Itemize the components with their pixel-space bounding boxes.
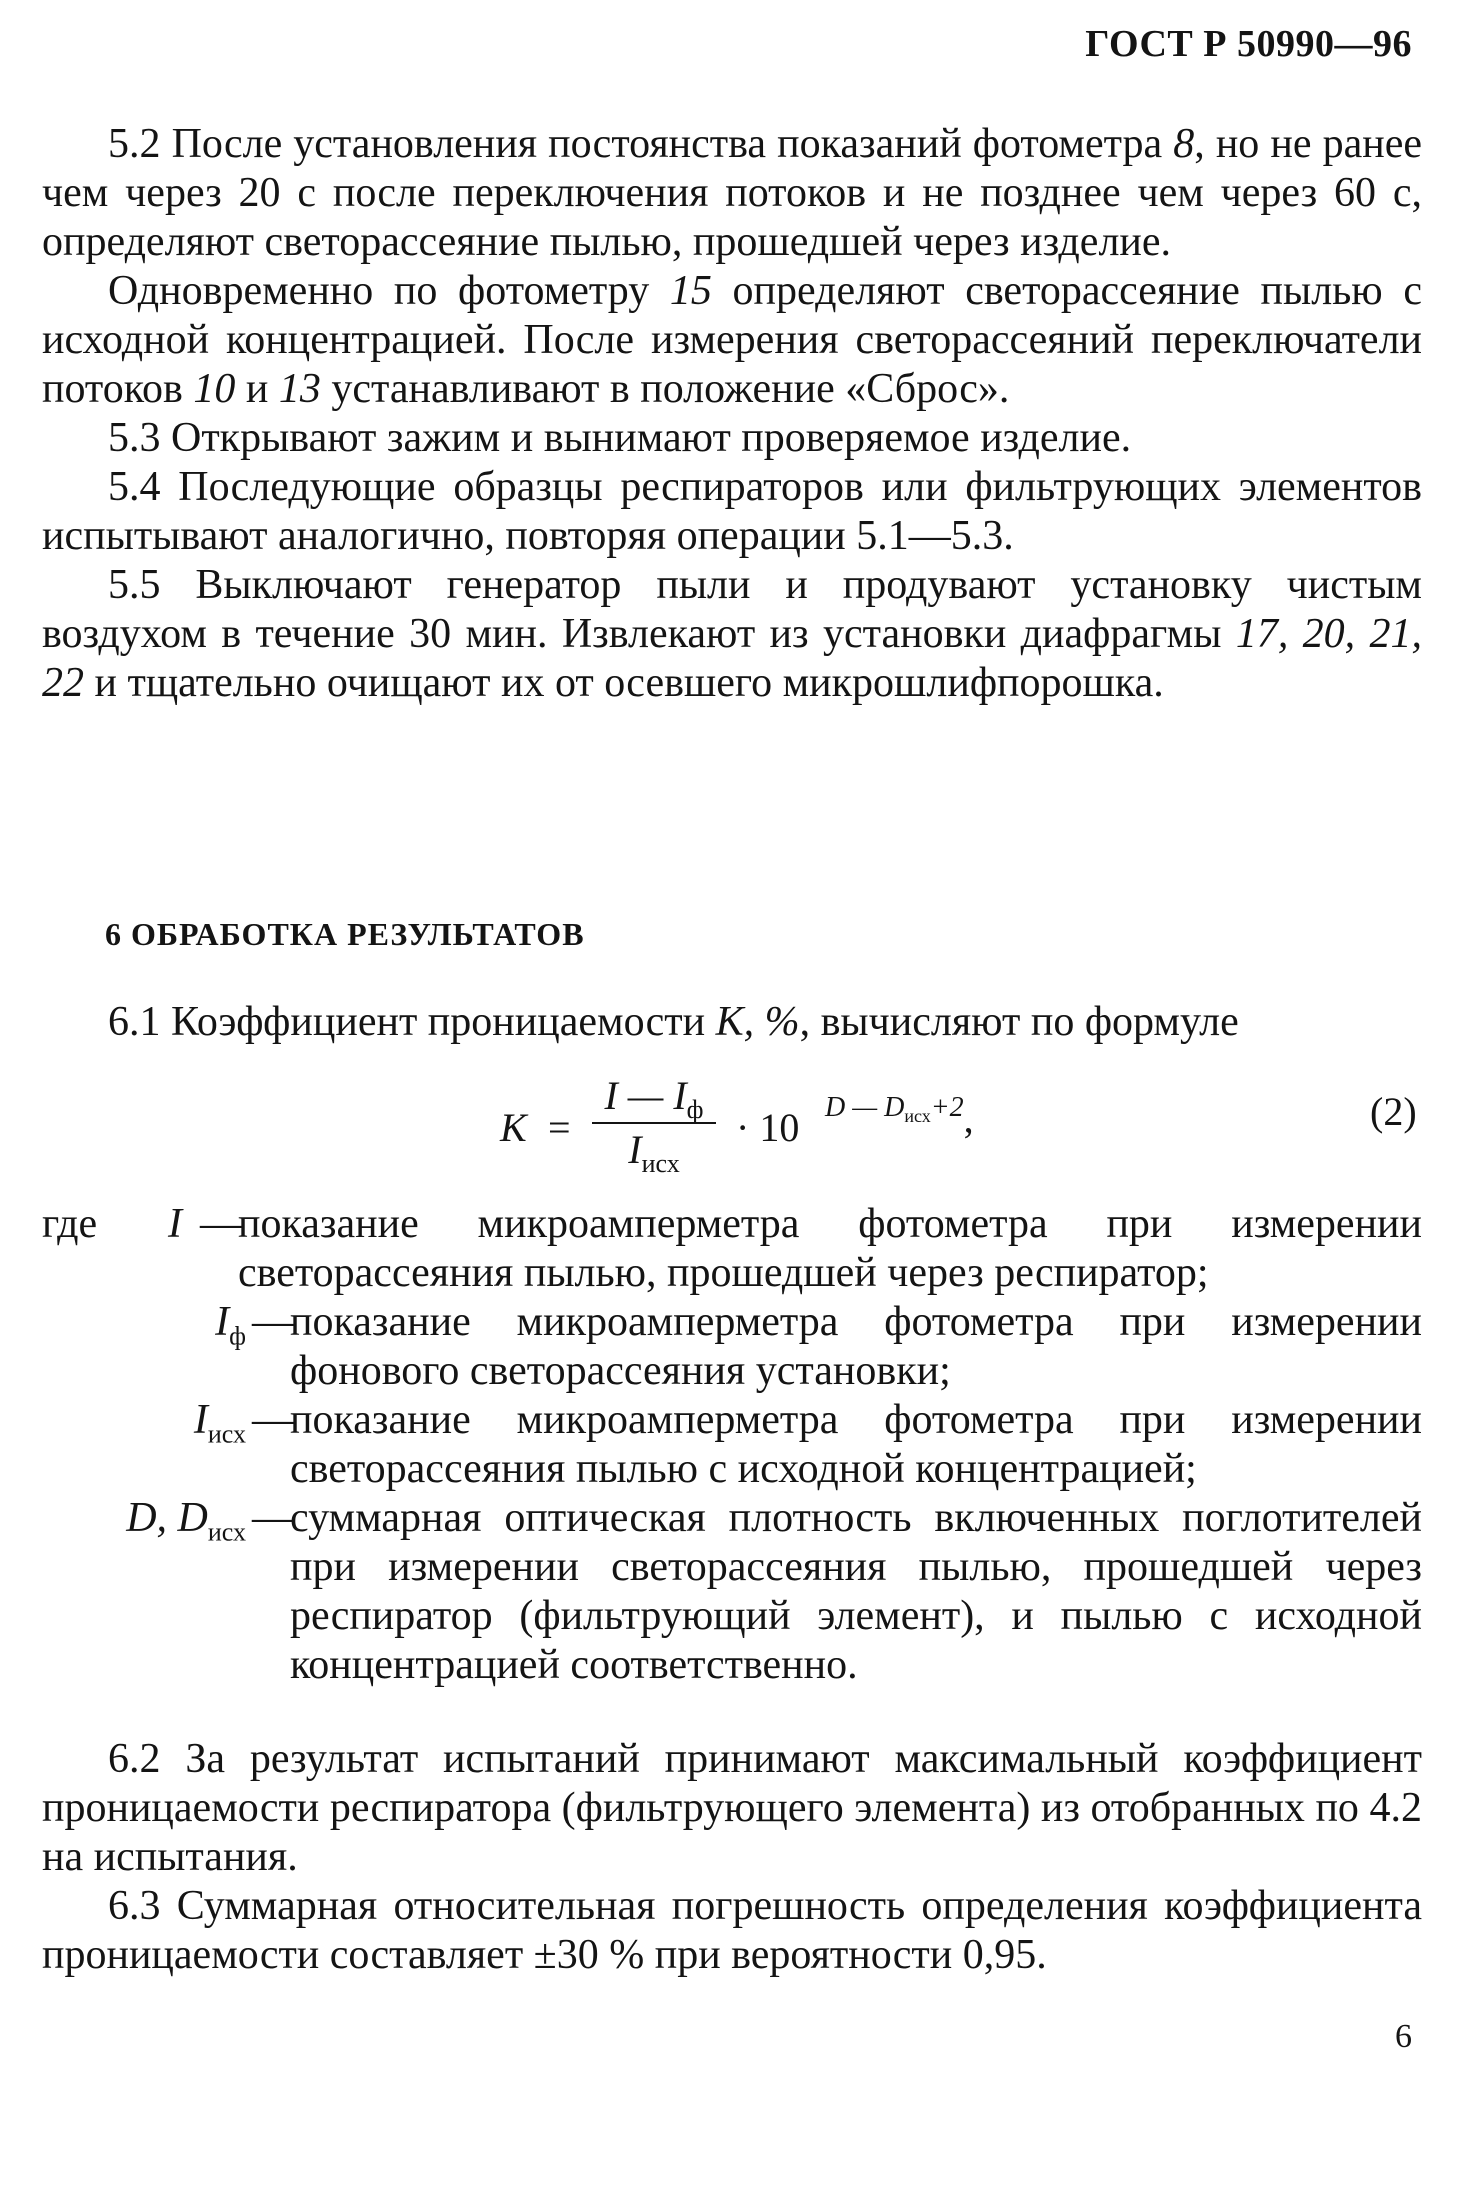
definition-text: суммарная оптическая плотность включенных поглотителей при измерении светорассеяния пылью, прошедшей через респиратор (фильтрующий элемент), и пылью с исходной концентрацией соответственно.: [290, 1495, 1422, 1688]
formula-fraction: [588, 1070, 720, 1176]
definition-dash: —: [252, 1299, 294, 1345]
fraction-numerator: I — $I_ф$: [604, 1073, 704, 1124]
section5-text: [42, 120, 1422, 708]
paragraph-6-1: 6.1 Коэффициент проницаемости K, %, вычисляют по формуле: [108, 999, 1239, 1045]
formula-multiplier: · 10: [736, 1105, 800, 1150]
definition-dash: —: [252, 1495, 294, 1541]
paragraph-6-2: 6.2 За результат испытаний принимают максимальный коэффициент проницаемости респиратора (фильтрующего элемента) из отобранных по 4.2 на испытания.: [42, 1736, 1422, 1880]
page-number: 6: [1395, 2018, 1412, 2055]
paragraph-6-1-block: [42, 998, 1422, 1047]
definition-symbol: $I_ф$: [215, 1299, 246, 1351]
definition-row: [42, 1200, 1422, 1298]
paragraph-6-3: 6.3 Суммарная относительная погрешность определения коэффициента проницаемости составляет ±30 % при вероятности 0,95.: [42, 1883, 1422, 1978]
paragraph-5-3: 5.3 Открывают зажим и вынимают проверяемое изделие.: [108, 415, 1132, 461]
definition-row: [42, 1298, 1422, 1396]
definition-row: [42, 1396, 1422, 1494]
formula-lhs: K: [500, 1105, 527, 1150]
fraction-denominator: $I_{исх}$: [628, 1127, 680, 1178]
formula-2: [500, 1070, 1417, 1190]
paragraph-5-2-continued: Одновременно по фотометру 15 определяют светорассеяние пылью с исходной концентрацией. После измерения светорассеяний переключатели потоков 10 и 13 устанавливают в положение «Сброс».: [42, 268, 1422, 412]
paragraph-5-4: 5.4 Последующие образцы респираторов или фильтрующих элементов испытывают аналогично, повторяя операции 5.1—5.3.: [42, 464, 1422, 559]
definitions-where-label: где: [42, 1201, 98, 1247]
definition-symbol: D, $D_{исх}$: [126, 1495, 246, 1547]
formula-exponent: D — $D_{исх}+2$,: [825, 1092, 974, 1141]
definition-dash: —: [252, 1397, 294, 1443]
definitions-list: [42, 1200, 1422, 1690]
section-6-title: 6 ОБРАБОТКА РЕЗУЛЬТАТОВ: [105, 916, 585, 952]
section6-text: [42, 1735, 1422, 1980]
definition-text: показание микроамперметра фотометра при измерении светорассеяния пылью с исходной концентрацией;: [290, 1397, 1422, 1492]
paragraph-5-2: 5.2 После установления постоянства показаний фотометра 8, но не ранее чем через 20 с после переключения потоков и не позднее чем через 60 с, определяют светорассеяние пылью, прошедшей через изделие.: [42, 121, 1422, 265]
paragraph-5-5: 5.5 Выключают генератор пыли и продувают установку чистым воздухом в течение 30 мин. Извлекают из установки диафрагмы 17, 20, 21, 22 и тщательно очищают их от осевшего микрошлифпорошка.: [42, 562, 1422, 706]
definition-text: показание микроамперметра фотометра при измерении светорассеяния пылью, прошедшей через респиратор;: [238, 1201, 1422, 1296]
formula-number: (2): [1370, 1089, 1417, 1134]
definition-text: показание микроамперметра фотометра при измерении фонового светорассеяния установки;: [290, 1299, 1422, 1394]
definition-dash: —: [200, 1201, 242, 1247]
formula-equals: =: [548, 1105, 571, 1150]
definition-row: [42, 1494, 1422, 1690]
definition-symbol: $I_{исх}$: [193, 1397, 246, 1449]
definition-symbol: I: [168, 1201, 182, 1247]
document-code-header: ГОСТ Р 50990—96: [1085, 23, 1412, 65]
